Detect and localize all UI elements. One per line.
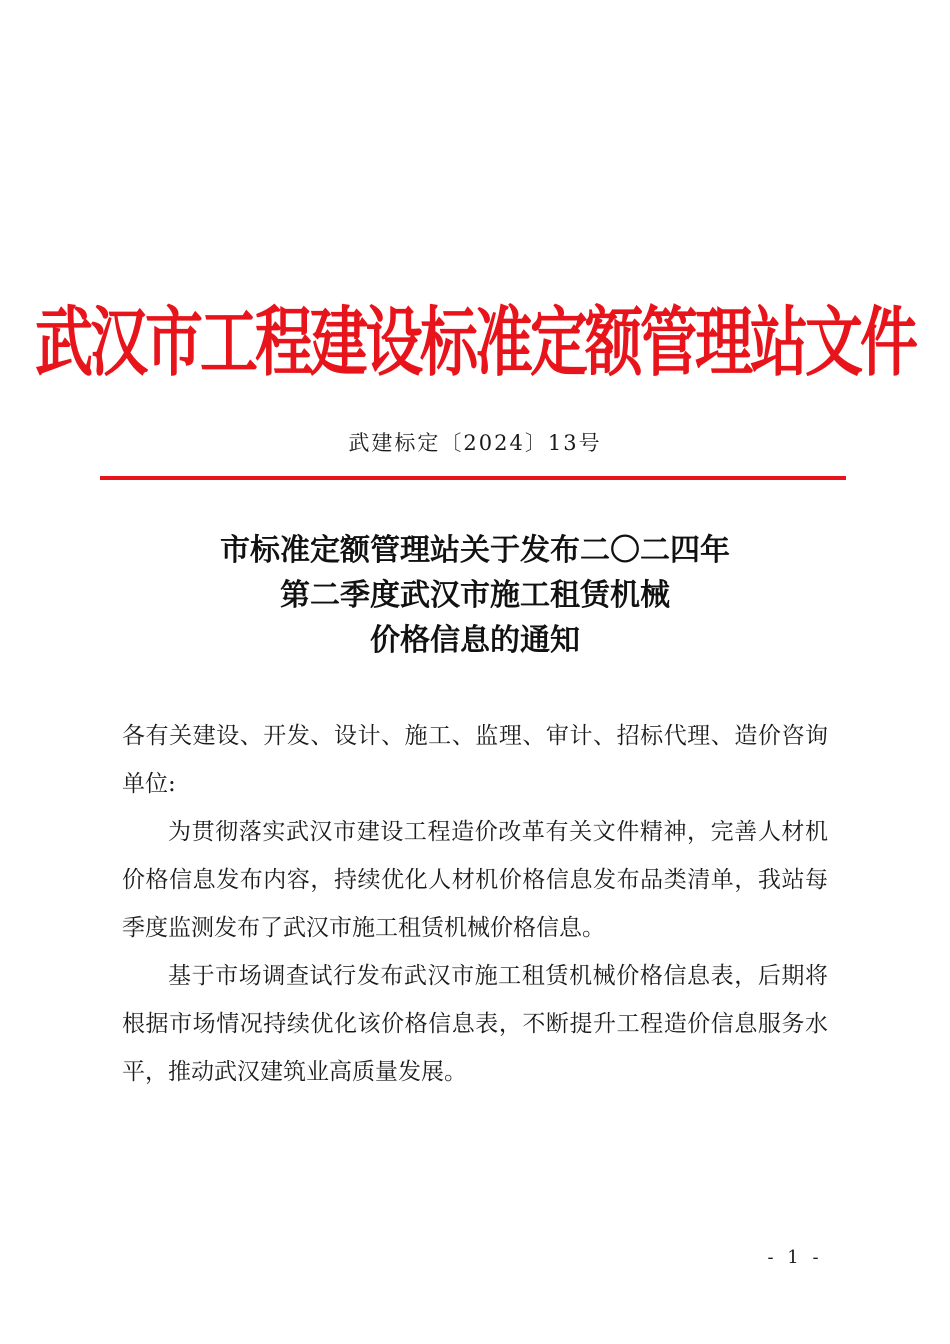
notice-title-line-2: 第二季度武汉市施工租赁机械	[280, 578, 670, 613]
notice-body	[122, 712, 828, 1096]
body-paragraph-1: 为贯彻落实武汉市建设工程造价改革有关文件精神，完善人材机价格信息发布内容，持续优化人材机价格信息发布品类清单，我站每季度监测发布了武汉市施工租赁机械价格信息。	[122, 819, 828, 941]
salutation: 各有关建设、开发、设计、施工、监理、审计、招标代理、造价咨询单位:	[122, 723, 828, 797]
document-number: 武建标定〔2024〕13号	[348, 431, 602, 455]
masthead-title: 武汉市工程建设标准定额管理站文件	[34, 298, 915, 387]
notice-title-line-1: 市标准定额管理站关于发布二〇二四年	[220, 533, 730, 568]
red-divider-line	[100, 476, 846, 480]
page-number: - 1 -	[767, 1247, 823, 1268]
notice-title-line-3: 价格信息的通知	[370, 623, 580, 658]
body-paragraph-2: 基于市场调查试行发布武汉市施工租赁机械价格信息表，后期将根据市场情况持续优化该价格信息表，不断提升工程造价信息服务水平，推动武汉建筑业高质量发展。	[122, 963, 828, 1085]
notice-title	[0, 528, 950, 663]
